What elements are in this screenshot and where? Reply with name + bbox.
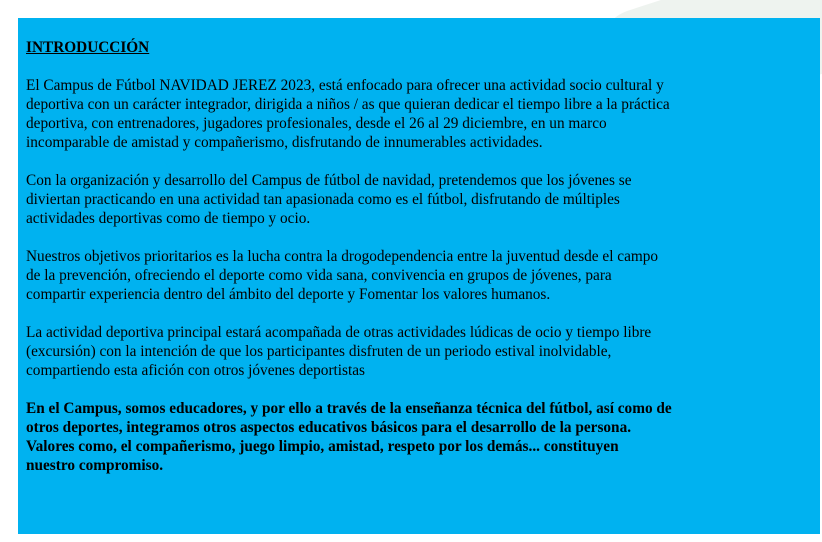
paragraph-line: Nuestros objetivos prioritarios es la lucha contra la drogodependencia entre la juventud desde el campo — [26, 248, 659, 265]
paragraph-line: El Campus de Fútbol NAVIDAD JEREZ 2023, está enfocado para ofrecer una actividad socio cultural y — [26, 77, 664, 94]
paragraph-line: Con la organización y desarrollo del Campus de fútbol de navidad, pretendemos que los jóvenes se — [26, 172, 632, 189]
paragraph-5 — [26, 399, 812, 475]
introduction-panel — [18, 18, 820, 534]
paragraph-line: En el Campus, somos educadores, y por ello a través de la enseñanza técnica del fútbol, así como de — [26, 400, 672, 417]
paragraph-line: deportiva, con entrenadores, jugadores profesionales, desde el 26 al 29 diciembre, en un marco — [26, 115, 607, 132]
paragraph-line: compartir experiencia dentro del ámbito del deporte y Fomentar los valores humanos. — [26, 286, 551, 303]
paragraph-line: otros deportes, integramos otros aspectos educativos básicos para el desarrollo de la persona. — [26, 419, 632, 436]
paragraph-3 — [26, 247, 812, 304]
paragraph-line: (excursión) con la intención de que los participantes disfruten de un periodo estival inolvidable, — [26, 343, 612, 360]
paragraph-line: compartiendo esta afición con otros jóvenes deportistas — [26, 362, 365, 379]
paragraph-line: incomparable de amistad y compañerismo, disfrutando de innumerables actividades. — [26, 134, 543, 151]
paragraph-line: Valores como, el compañerismo, juego limpio, amistad, respeto por los demás... constituyen — [26, 438, 619, 455]
paragraph-4 — [26, 323, 812, 380]
paragraph-list — [26, 76, 812, 475]
paragraph-line: actividades deportivas como de tiempo y ocio. — [26, 210, 311, 227]
paragraph-line: deportiva con un carácter integrador, dirigida a niños / as que quieran dedicar el tiempo libre a la práctica — [26, 96, 670, 113]
paragraph-line: La actividad deportiva principal estará acompañada de otras actividades lúdicas de ocio y tiempo libre — [26, 324, 652, 341]
paragraph-line: nuestro compromiso. — [26, 457, 164, 474]
paragraph-line: diviertan practicando en una actividad tan apasionada como es el fútbol, disfrutando de múltiples — [26, 191, 620, 208]
paragraph-2 — [26, 171, 812, 228]
section-heading: INTRODUCCIÓN — [26, 39, 150, 56]
paragraph-1 — [26, 76, 812, 152]
paragraph-line: de la prevención, ofreciendo el deporte como vida sana, convivencia en grupos de jóvenes, para — [26, 267, 612, 284]
